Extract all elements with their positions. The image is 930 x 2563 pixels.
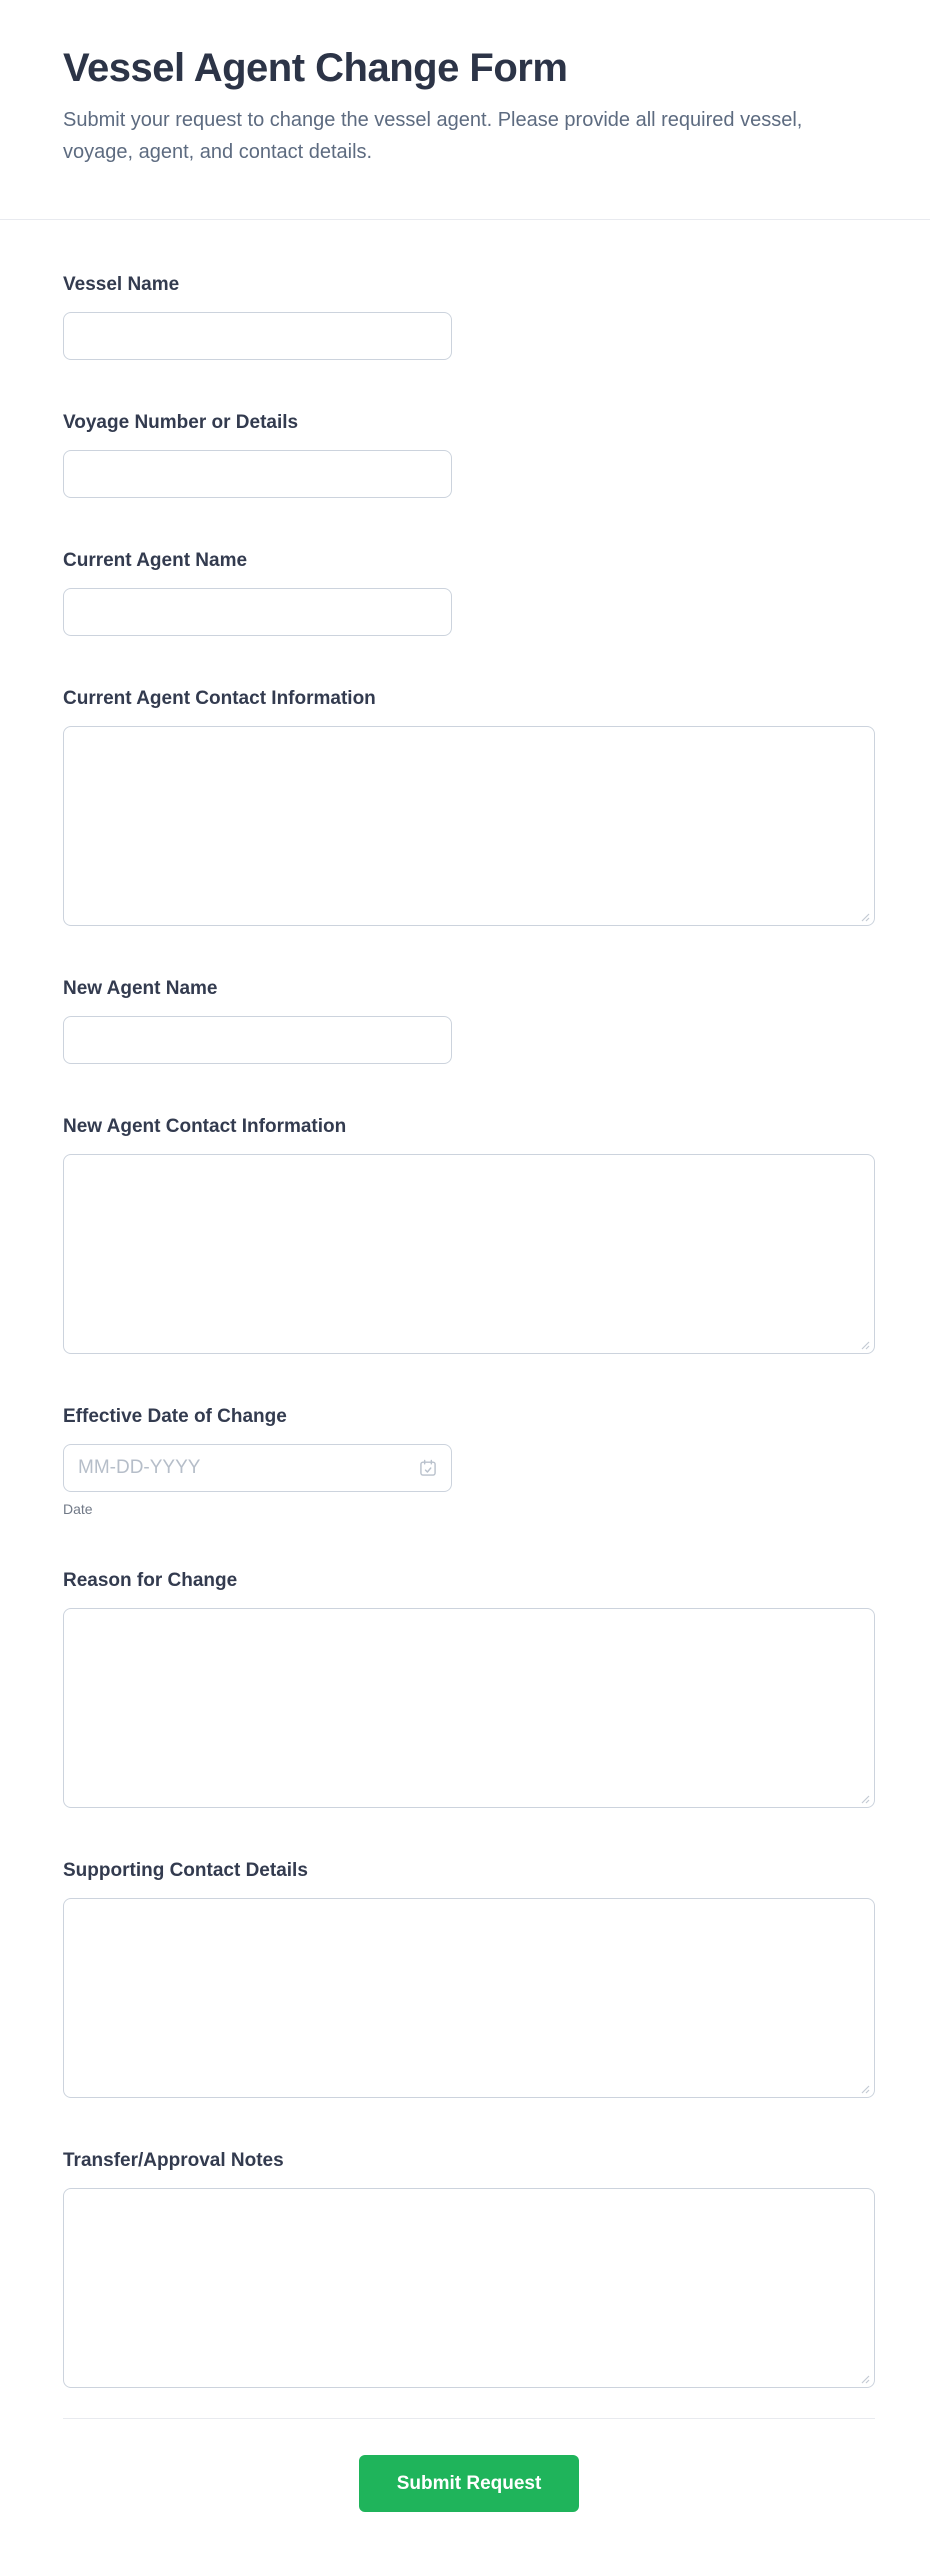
vessel-name-input[interactable] (63, 312, 452, 360)
current-agent-contact-wrapper (63, 726, 875, 926)
voyage-number-input[interactable] (63, 450, 452, 498)
new-agent-name-input[interactable] (63, 1016, 452, 1064)
current-agent-name-label: Current Agent Name (63, 550, 248, 571)
voyage-number-label: Voyage Number or Details (63, 412, 299, 433)
date-helper-text: Date (63, 1501, 93, 1517)
current-agent-name-input[interactable] (63, 588, 452, 636)
new-agent-contact-wrapper (63, 1154, 875, 1354)
field-reason-for-change (63, 1568, 875, 1808)
field-current-agent-name (63, 548, 875, 636)
current-agent-contact-label: Current Agent Contact Information (63, 688, 376, 709)
effective-date-wrapper (63, 1444, 452, 1492)
vessel-name-label: Vessel Name (63, 274, 180, 295)
reason-for-change-wrapper (63, 1608, 875, 1808)
transfer-approval-notes-label: Transfer/Approval Notes (63, 2150, 284, 2171)
page-subtitle (63, 104, 875, 168)
resize-handle-icon[interactable] (858, 1791, 870, 1803)
resize-handle-icon[interactable] (858, 2371, 870, 2383)
supporting-contact-label: Supporting Contact Details (63, 1860, 308, 1881)
form-footer (63, 2418, 875, 2563)
resize-handle-icon[interactable] (858, 909, 870, 921)
form-header (0, 0, 930, 220)
transfer-approval-notes-textarea[interactable] (63, 2188, 875, 2388)
field-vessel-name (63, 272, 875, 360)
field-effective-date (63, 1404, 875, 1518)
new-agent-contact-textarea[interactable] (63, 1154, 875, 1354)
reason-for-change-textarea[interactable] (63, 1608, 875, 1808)
field-new-agent-name (63, 976, 875, 1064)
form-body (0, 220, 930, 2563)
field-current-agent-contact (63, 686, 875, 926)
submit-request-button[interactable]: Submit Request (359, 2455, 579, 2512)
page-subtitle-line-2: voyage, agent, and contact details. (63, 141, 373, 163)
field-voyage-number (63, 410, 875, 498)
reason-for-change-label: Reason for Change (63, 1570, 238, 1591)
supporting-contact-textarea[interactable] (63, 1898, 875, 2098)
calendar-check-icon[interactable] (418, 1458, 438, 1478)
page-subtitle-line-1: Submit your request to change the vessel agent. Please provide all required vessel, (63, 109, 803, 131)
effective-date-input[interactable] (63, 1444, 452, 1492)
new-agent-name-label: New Agent Name (63, 978, 218, 999)
field-supporting-contact (63, 1858, 875, 2098)
new-agent-contact-label: New Agent Contact Information (63, 1116, 347, 1137)
current-agent-contact-textarea[interactable] (63, 726, 875, 926)
resize-handle-icon[interactable] (858, 1337, 870, 1349)
transfer-approval-notes-wrapper (63, 2188, 875, 2388)
resize-handle-icon[interactable] (858, 2081, 870, 2093)
field-new-agent-contact (63, 1114, 875, 1354)
page-title: Vessel Agent Change Form (63, 46, 568, 90)
field-transfer-approval-notes (63, 2148, 875, 2388)
effective-date-label: Effective Date of Change (63, 1406, 287, 1427)
supporting-contact-wrapper (63, 1898, 875, 2098)
